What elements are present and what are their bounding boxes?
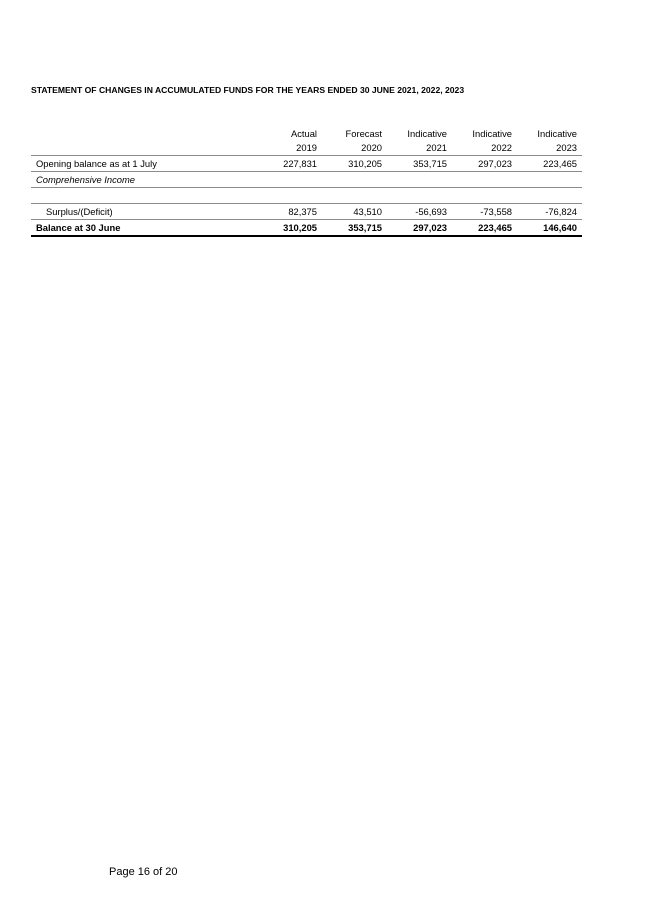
- empty-cell: [257, 188, 322, 204]
- column-header-year: 2023: [517, 140, 582, 156]
- column-header-year: 2020: [322, 140, 387, 156]
- value-cell: 297,023: [387, 220, 452, 237]
- value-cell: -56,693: [387, 204, 452, 220]
- empty-cell: [517, 172, 582, 188]
- empty-cell: [387, 188, 452, 204]
- value-cell: 227,831: [257, 156, 322, 172]
- header-label-cell: [31, 140, 257, 156]
- value-cell: -76,824: [517, 204, 582, 220]
- spacer-row: [31, 188, 582, 204]
- header-row-top: [31, 127, 582, 140]
- value-cell: 82,375: [257, 204, 322, 220]
- empty-cell: [322, 172, 387, 188]
- opening-balance-row: [31, 156, 582, 172]
- row-label: Balance at 30 June: [31, 220, 257, 237]
- value-cell: 223,465: [452, 220, 517, 237]
- empty-cell: [31, 188, 257, 204]
- closing-balance-row: [31, 220, 582, 237]
- row-label: Comprehensive Income: [31, 172, 257, 188]
- value-cell: 310,205: [257, 220, 322, 237]
- accumulated-funds-table: [31, 127, 582, 237]
- column-header-year: 2021: [387, 140, 452, 156]
- value-cell: 310,205: [322, 156, 387, 172]
- column-header-top: Indicative: [407, 128, 447, 139]
- header-label-cell: [31, 127, 257, 140]
- value-cell: -73,558: [452, 204, 517, 220]
- column-header-top: Indicative: [472, 128, 512, 139]
- empty-cell: [322, 188, 387, 204]
- empty-cell: [517, 188, 582, 204]
- column-header-top: Actual: [290, 128, 317, 139]
- empty-cell: [452, 172, 517, 188]
- value-cell: 353,715: [322, 220, 387, 237]
- column-header-year: 2019: [257, 140, 322, 156]
- empty-cell: [452, 188, 517, 204]
- row-label: Opening balance as at 1 July: [31, 156, 257, 172]
- surplus-deficit-row: [31, 204, 582, 220]
- header-row-bottom: [31, 140, 582, 156]
- comprehensive-income-row: [31, 172, 582, 188]
- value-cell: 297,023: [452, 156, 517, 172]
- page-number: Page 16 of 20: [109, 866, 178, 878]
- empty-cell: [257, 172, 322, 188]
- empty-cell: [387, 172, 452, 188]
- column-header-top: Forecast: [345, 128, 382, 139]
- value-cell: 43,510: [322, 204, 387, 220]
- value-cell: 223,465: [517, 156, 582, 172]
- row-label: Surplus/(Deficit): [31, 204, 257, 220]
- page-title: STATEMENT OF CHANGES IN ACCUMULATED FUNDS FOR THE YEARS ENDED 30 JUNE 2021, 2022, 2023: [31, 85, 465, 95]
- value-cell: 353,715: [387, 156, 452, 172]
- column-header-top: Indicative: [537, 128, 577, 139]
- column-header-year: 2022: [452, 140, 517, 156]
- value-cell: 146,640: [517, 220, 582, 237]
